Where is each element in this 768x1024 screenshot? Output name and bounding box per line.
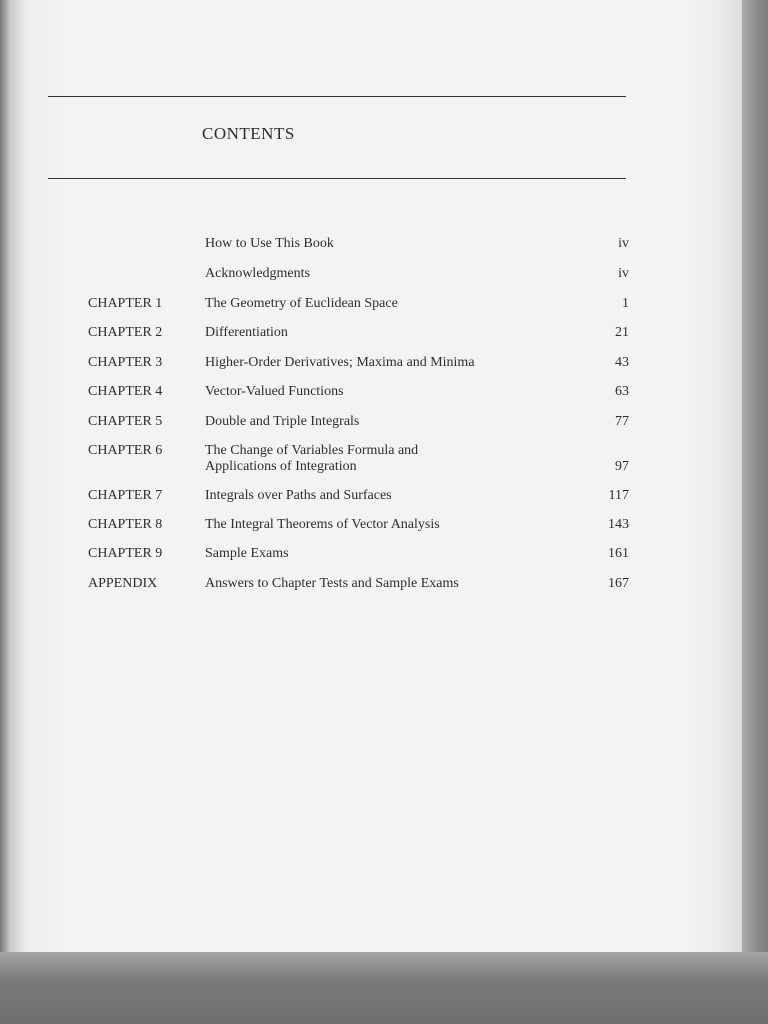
toc-entry-page: 97 xyxy=(615,459,629,474)
toc-entry-title: Double and Triple Integrals xyxy=(205,414,360,429)
scanner-background xyxy=(0,952,768,1024)
top-rule xyxy=(48,96,626,97)
toc-entry-label: CHAPTER 4 xyxy=(88,384,163,399)
toc-entry-page: 43 xyxy=(615,355,629,370)
toc-entry-page: 161 xyxy=(608,546,629,561)
toc-entry-label: CHAPTER 2 xyxy=(88,325,163,340)
toc-entry-label: CHAPTER 7 xyxy=(88,488,163,503)
toc-entry-title: Sample Exams xyxy=(205,546,289,561)
toc-entry-title: Higher-Order Derivatives; Maxima and Minima xyxy=(205,355,475,370)
toc-entry-label: CHAPTER 6 xyxy=(88,443,163,458)
toc-entry-title: The Geometry of Euclidean Space xyxy=(205,296,398,311)
page-heading: CONTENTS xyxy=(202,124,295,143)
toc-entry-label: CHAPTER 5 xyxy=(88,414,163,429)
toc-entry-page: 117 xyxy=(608,488,629,503)
toc-entry-title: Differentiation xyxy=(205,325,288,340)
toc-entry-page: 21 xyxy=(615,325,629,340)
toc-entry-label: CHAPTER 3 xyxy=(88,355,163,370)
toc-entry-page: iv xyxy=(618,266,629,281)
toc-entry-label: APPENDIX xyxy=(88,576,158,591)
toc-entry-title: The Change of Variables Formula and Applications of Integration xyxy=(205,443,419,474)
toc-entry-title: Integrals over Paths and Surfaces xyxy=(205,488,392,503)
toc-entry-page: 77 xyxy=(615,414,629,429)
toc-entry-page: iv xyxy=(618,236,629,251)
toc-entry-label: CHAPTER 1 xyxy=(88,296,163,311)
toc-entry-title: Acknowledgments xyxy=(205,266,310,281)
page-edge-shadow xyxy=(742,0,768,952)
toc-entry-page: 63 xyxy=(615,384,629,399)
toc-entry-title: How to Use This Book xyxy=(205,236,334,251)
toc-entry-page: 1 xyxy=(622,296,629,311)
toc-entry-page: 143 xyxy=(608,517,629,532)
toc-entry-title: The Integral Theorems of Vector Analysis xyxy=(205,517,440,532)
bottom-rule xyxy=(48,178,626,179)
toc-entry-title: Answers to Chapter Tests and Sample Exams xyxy=(205,576,459,591)
toc-entry-title: Vector-Valued Functions xyxy=(205,384,344,399)
toc-entry-page: 167 xyxy=(608,576,629,591)
toc-entry-label: CHAPTER 9 xyxy=(88,546,163,561)
toc-entry-label: CHAPTER 8 xyxy=(88,517,163,532)
